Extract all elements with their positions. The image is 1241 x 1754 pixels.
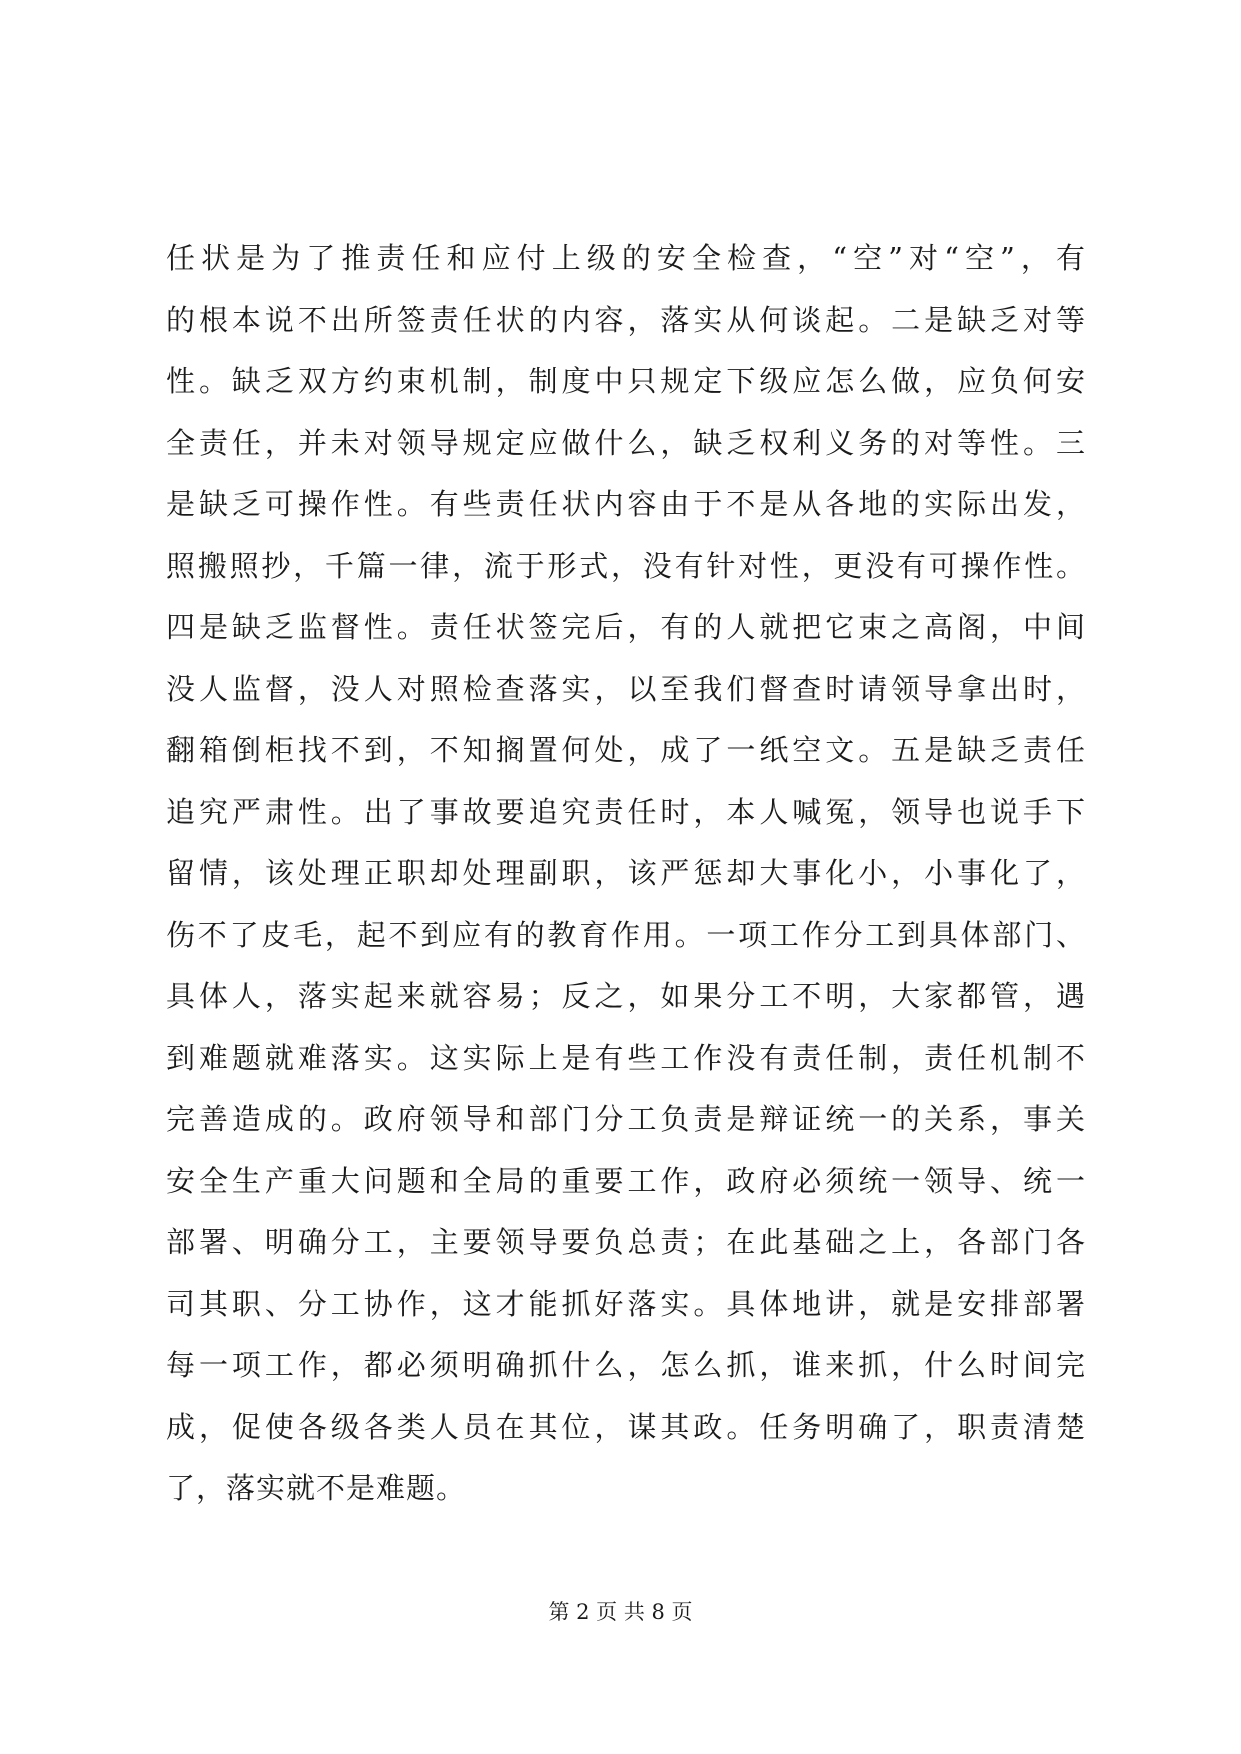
text-line: 照搬照抄，千篇一律，流于形式，没有针对性，更没有可操作性。 xyxy=(166,548,1086,583)
text-line: 司其职、分工协作，这才能抓好落实。具体地讲，就是安排部署 xyxy=(166,1286,1086,1321)
text-line: 留情，该处理正职却处理副职，该严惩却大事化小，小事化了， xyxy=(166,856,1086,890)
text-line: 追究严肃性。出了事故要追究责任时，本人喊冤，领导也说手下 xyxy=(166,794,1086,829)
text-line: 任状是为了推责任和应付上级的安全检查，“空”对“空”，有 xyxy=(166,241,1086,275)
text-line: 部署、明确分工，主要领导要负总责；在此基础之上，各部门各 xyxy=(166,1225,1086,1259)
text-line: 到难题就难落实。这实际上是有些工作没有责任制，责任机制不 xyxy=(166,1040,1086,1075)
text-line: 完善造成的。政府领导和部门分工负责是辩证统一的关系，事关 xyxy=(166,1102,1086,1136)
text-line: 性。缺乏双方约束机制，制度中只规定下级应怎么做，应负何安 xyxy=(166,364,1086,398)
text-line: 安全生产重大问题和全局的重要工作，政府必须统一领导、统一 xyxy=(166,1163,1086,1198)
text-line: 全责任，并未对领导规定应做什么，缺乏权利义务的对等性。三 xyxy=(166,425,1086,460)
text-line: 每一项工作，都必须明确抓什么，怎么抓，谁来抓，什么时间完 xyxy=(166,1348,1086,1382)
text-line: 是缺乏可操作性。有些责任状内容由于不是从各地的实际出发， xyxy=(166,487,1086,521)
text-line: 翻箱倒柜找不到，不知搁置何处，成了一纸空文。五是缺乏责任 xyxy=(166,733,1086,767)
text-line: 伤不了皮毛，起不到应有的教育作用。一项工作分工到具体部门、 xyxy=(166,917,1086,952)
text-line: 四是缺乏监督性。责任状签完后，有的人就把它束之高阁，中间 xyxy=(166,610,1086,644)
text-line: 成，促使各级各类人员在其位，谋其政。任务明确了，职责清楚 xyxy=(166,1409,1086,1444)
body-text xyxy=(166,228,1086,1520)
text-line: 了，落实就不是难题。 xyxy=(166,1471,467,1505)
text-line: 的根本说不出所签责任状的内容，落实从何谈起。二是缺乏对等 xyxy=(166,302,1086,337)
text-line: 没人监督，没人对照检查落实，以至我们督查时请领导拿出时， xyxy=(166,671,1086,706)
page-number-footer: 第 2 页 共 8 页 xyxy=(548,1600,693,1624)
text-line: 具体人，落实起来就容易；反之，如果分工不明，大家都管，遇 xyxy=(166,979,1086,1013)
